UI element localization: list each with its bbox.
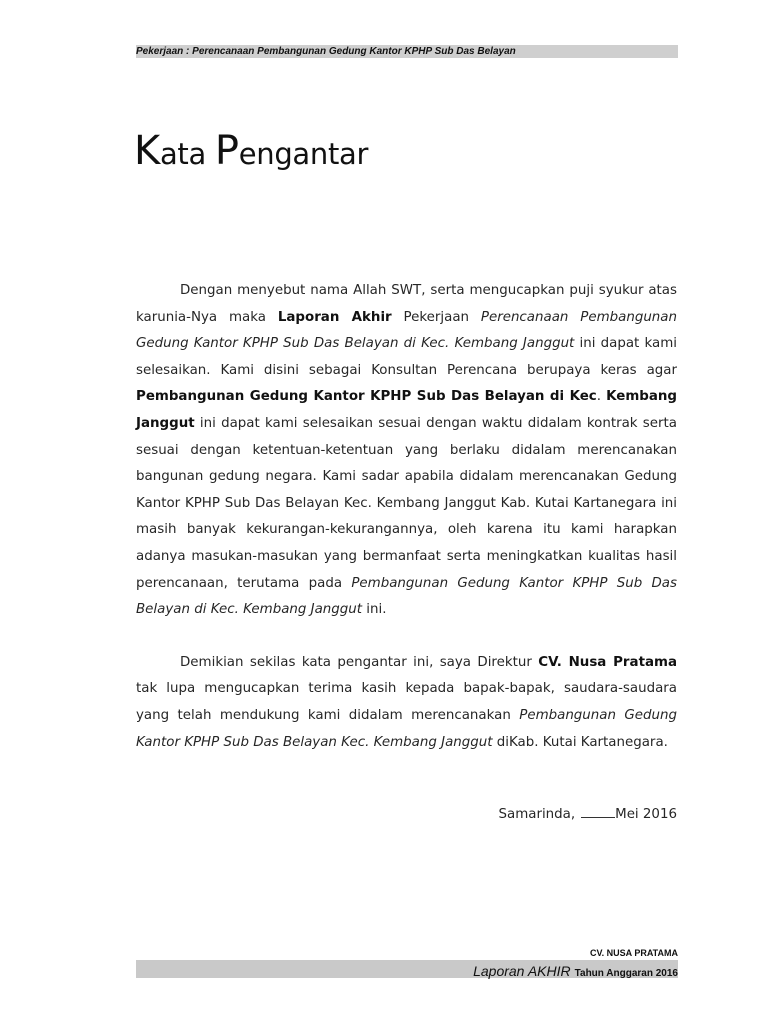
header-project-title: Pekerjaan : Perencanaan Pembangunan Gedung Kantor KPHP Sub Das Belayan: [136, 46, 516, 57]
body-text: [136, 278, 677, 756]
bold-location: Kembang Janggut: [136, 389, 678, 431]
page-title: [134, 128, 368, 177]
footer-text: [473, 961, 678, 980]
footer-company: CV. NUSA PRATAMA: [589, 948, 678, 958]
title-initial-k: K: [134, 128, 160, 174]
italic-project-name: Perencanaan Pembangunan Gedung Kantor KPHP Sub Das Belayan di Kec. Kembang Janggut: [136, 309, 677, 352]
bold-laporan-akhir: Laporan Akhir: [277, 309, 392, 325]
text-run: .: [596, 389, 607, 405]
signoff-place: Samarinda,: [498, 807, 576, 822]
title-initial-p: P: [214, 128, 239, 174]
title-word-kata: ata: [159, 137, 215, 171]
paragraph-opening: [136, 278, 677, 624]
text-run: Demikian sekilas kata pengantar ini, saya Direktur: [180, 654, 539, 670]
text-run: Dengan menyebut nama Allah SWT, serta mengucapkan puji syukur atas karunia-Nya maka: [136, 283, 677, 325]
text-run: tak lupa mengucapkan terima kasih kepada bapak-bapak, saudara-saudara yang telah mendukung kami didalam merencanakan: [136, 681, 677, 723]
text-run: Pekerjaan: [391, 309, 481, 325]
signoff-month-year: Mei 2016: [615, 807, 677, 822]
date-blank-line: [581, 805, 615, 818]
bold-company-name: CV. Nusa Pratama: [538, 654, 677, 670]
bold-project-name: Pembangunan Gedung Kantor KPHP Sub Das Belayan di Kec: [136, 389, 597, 405]
signoff-date: [499, 805, 678, 822]
paragraph-closing: [136, 650, 677, 756]
title-word-pengantar: engantar: [238, 137, 369, 171]
footer-report-label: Laporan AKHIR: [473, 963, 571, 979]
footer-fiscal-year: Tahun Anggaran 2016: [574, 968, 678, 979]
text-run: ini dapat kami selesaikan sesuai dengan waktu didalam kontrak serta sesuai dengan ketentuan-ketentuan yang berlaku didalam merencanakan bangunan gedung negara. Kami sadar apabila didalam merencanakan Gedung Kantor KPHP Sub Das Belayan Kec. Kembang Janggut Kab. Kutai Kartanegara ini masih banyak kekurangan-kekurangannya, oleh karena itu kami harapkan adanya masukan-masukan yang bermanfaat serta meningkatkan kualitas hasil perencanaan, terutama pada: [136, 415, 677, 591]
text-run: diKab. Kutai Kartanegara.: [492, 734, 668, 750]
italic-project-name: Pembangunan Gedung Kantor KPHP Sub Das Belayan Kec. Kembang Janggut: [136, 707, 677, 750]
text-run: ini dapat kami selesaikan. Kami disini sebagai Konsultan Perencana berupaya keras agar: [136, 336, 677, 378]
text-run: ini.: [362, 602, 387, 618]
italic-project-name: Pembangunan Gedung Kantor KPHP Sub Das Belayan di Kec. Kembang Janggut: [136, 575, 677, 618]
